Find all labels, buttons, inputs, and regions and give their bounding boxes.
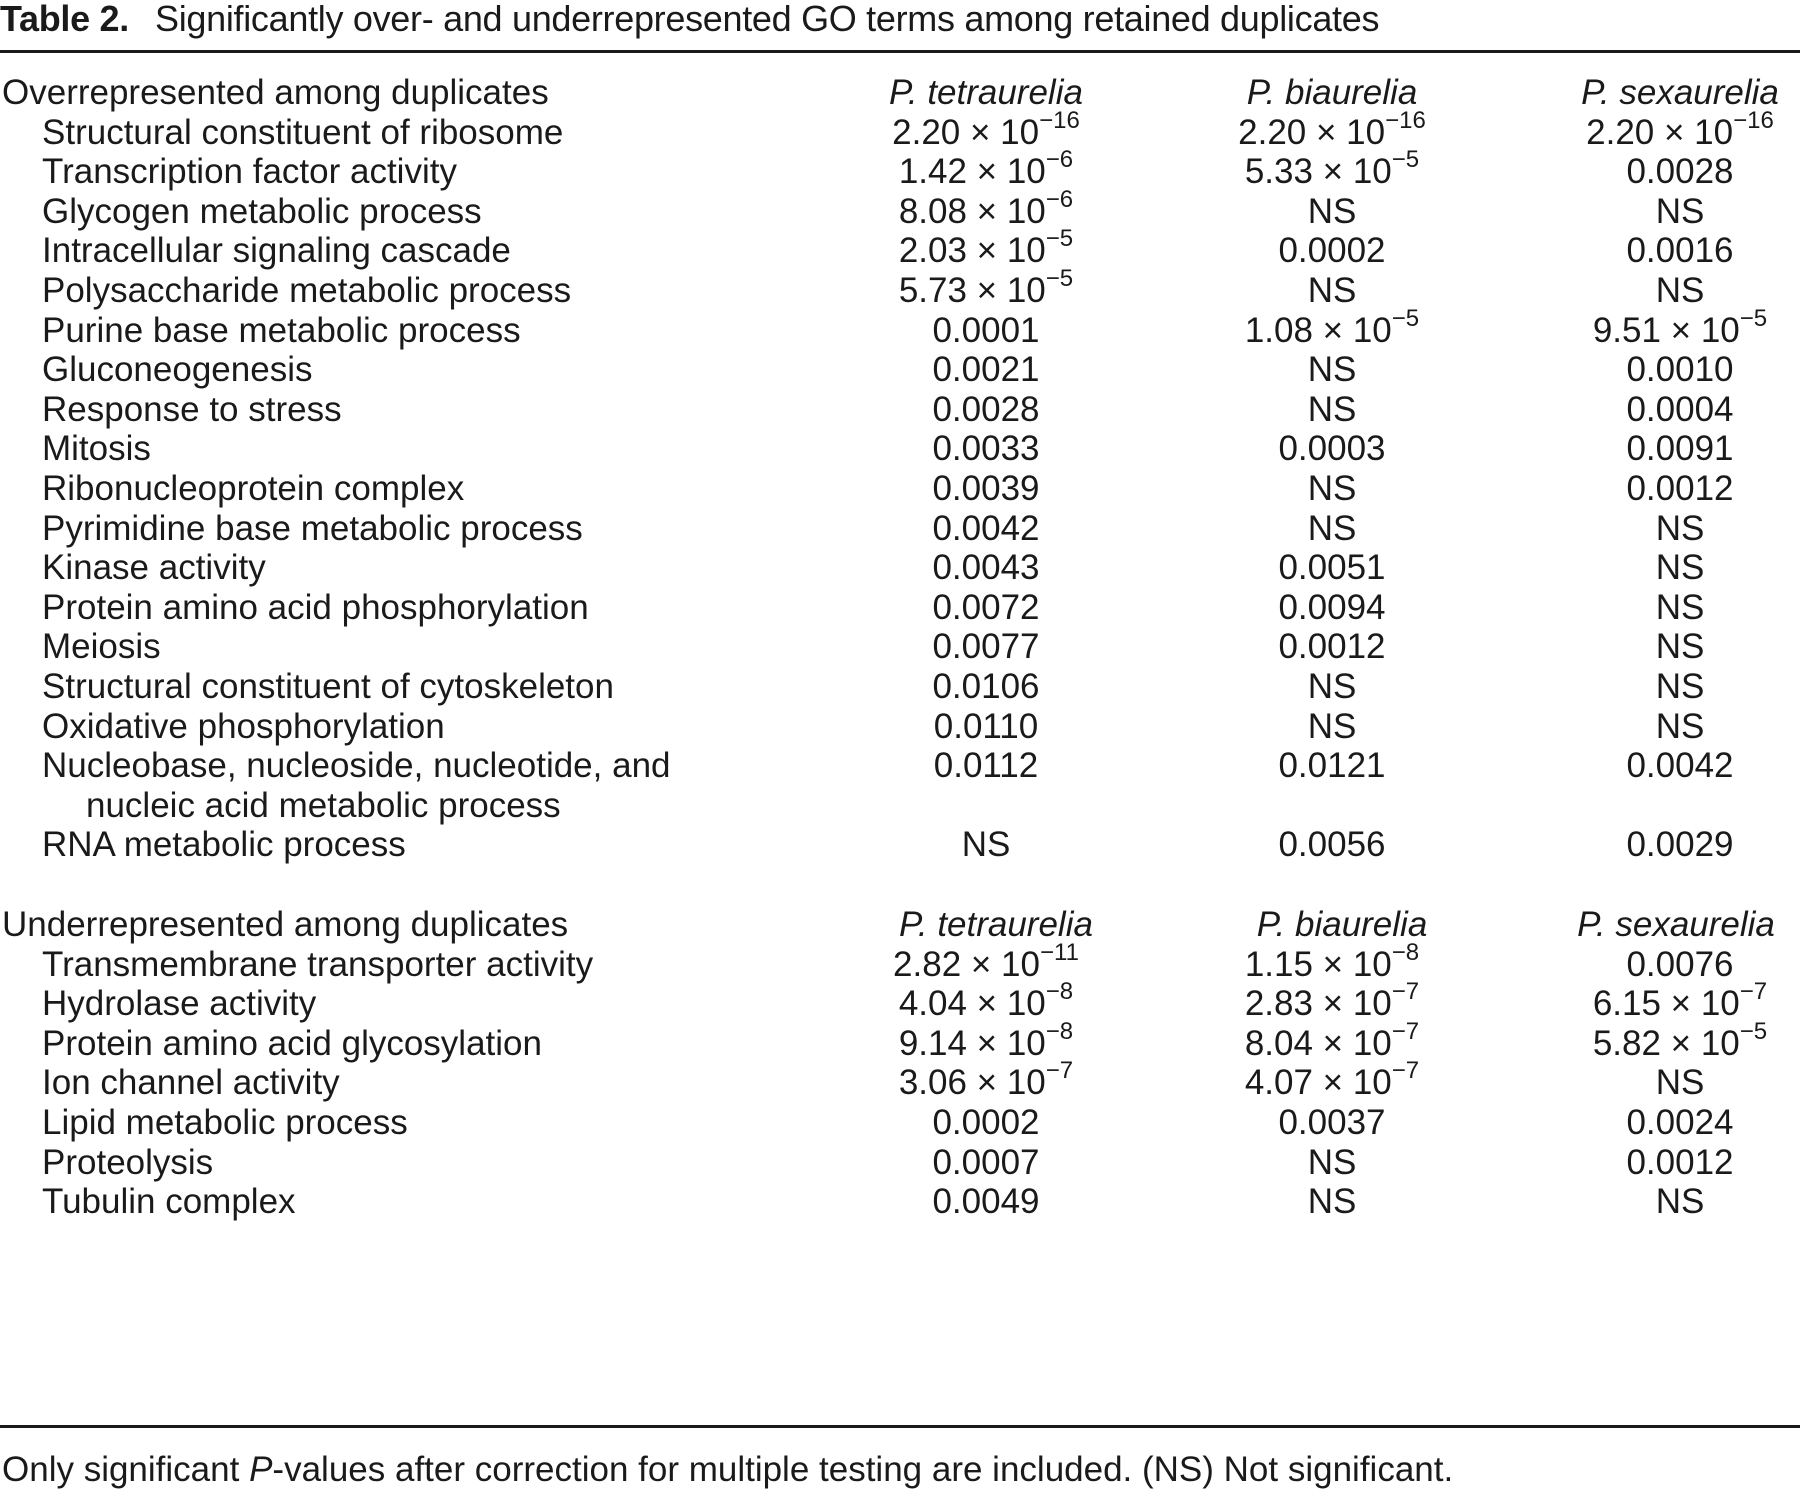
times-ten: × 10 <box>1660 1023 1740 1063</box>
p-value-cell: NS <box>1655 587 1705 627</box>
p-value-cell: 0.0049 <box>932 1182 1040 1222</box>
p-value-cell: 0.0051 <box>1278 548 1386 588</box>
p-value-cell: NS <box>1655 271 1705 310</box>
term-label <box>42 984 316 1024</box>
term-label <box>42 390 342 430</box>
column-header: P. tetraurelia <box>899 905 1093 944</box>
p-value-cell: 0.0007 <box>932 1142 1040 1182</box>
mantissa: 3.06 <box>898 1063 967 1103</box>
bottom-rule <box>0 1425 1800 1428</box>
p-value-cell: 0.0039 <box>932 469 1040 508</box>
term-text: Structural constituent of cytoskeleton <box>42 667 614 706</box>
term-label <box>42 113 563 153</box>
table-row <box>0 746 1800 826</box>
term-text: Transcription factor activity <box>42 152 457 192</box>
p-value-cell: 0.0002 <box>1278 231 1386 271</box>
column-header: P. tetraurelia <box>889 73 1083 112</box>
p-value-cell: NS <box>1655 508 1705 548</box>
p-value-cell <box>826 185 1146 232</box>
mantissa: 9.51 <box>1592 310 1661 350</box>
term-text: Hydrolase activity <box>42 984 317 1024</box>
times-ten: × 10 <box>1312 984 1392 1024</box>
mantissa: 5.82 <box>1592 1023 1661 1063</box>
times-ten: × 10 <box>1306 112 1386 152</box>
term-label <box>42 1063 340 1103</box>
top-rule <box>0 50 1800 53</box>
p-value-cell: 0.0004 <box>1626 389 1734 429</box>
p-value-cell <box>826 938 1146 985</box>
term-label <box>42 350 312 390</box>
section-heading: Overrepresented among duplicates <box>2 73 549 112</box>
p-value-cell <box>826 265 1146 311</box>
mantissa: 4.04 <box>898 984 967 1024</box>
term-label <box>42 469 464 509</box>
p-value-cell <box>1172 938 1492 985</box>
term-text: Response to stress <box>42 389 342 429</box>
term-text: RNA metabolic process <box>42 825 406 865</box>
times-ten: × 10 <box>966 191 1046 231</box>
times-ten: × 10 <box>966 271 1046 310</box>
exponent: −8 <box>1045 978 1074 1006</box>
column-header: P. biaurelia <box>1246 73 1418 112</box>
times-ten: × 10 <box>1660 984 1740 1024</box>
times-ten: × 10 <box>961 944 1040 984</box>
p-value-cell: 0.0028 <box>932 389 1040 429</box>
p-value-cell <box>826 1017 1146 1064</box>
term-label <box>42 152 457 192</box>
times-ten: × 10 <box>966 152 1046 192</box>
exponent: −5 <box>1391 146 1420 174</box>
p-value-cell: NS <box>1655 627 1705 667</box>
times-ten: × 10 <box>1312 152 1392 192</box>
p-value-cell <box>826 106 1146 153</box>
p-value-cell: 0.0072 <box>932 587 1040 627</box>
p-value-cell: 0.0076 <box>1626 944 1734 984</box>
exponent: −6 <box>1045 146 1074 174</box>
times-ten: × 10 <box>960 112 1040 152</box>
p-value-cell: 0.0012 <box>1626 1142 1734 1182</box>
p-value-cell: NS <box>961 825 1011 865</box>
p-value-cell <box>1172 1017 1492 1064</box>
p-value-cell <box>826 978 1146 1024</box>
term-text: Nucleobase, nucleoside, nucleotide, and <box>42 746 671 786</box>
p-value-cell: 0.0042 <box>932 508 1040 548</box>
p-value-cell: 0.0110 <box>933 706 1039 746</box>
table-caption: Significantly over- and underrepresented GO terms among retained duplicates <box>154 0 1380 39</box>
term-label <box>42 1143 213 1183</box>
term-text: Glycogen metabolic process <box>42 191 482 231</box>
times-ten: × 10 <box>1312 1023 1392 1063</box>
term-text: Protein amino acid glycosylation <box>42 1023 542 1063</box>
p-value-cell: NS <box>1307 1142 1357 1182</box>
p-value-cell: NS <box>1307 667 1357 706</box>
p-value-cell: 0.0012 <box>1278 627 1386 667</box>
exponent: −5 <box>1045 225 1074 253</box>
term-label <box>42 627 161 667</box>
term-text: Mitosis <box>42 429 151 469</box>
times-ten: × 10 <box>1312 310 1392 350</box>
p-value-cell <box>1172 978 1492 1024</box>
p-value-cell: 0.0016 <box>1626 231 1734 271</box>
p-value-cell: 0.0012 <box>1626 469 1734 508</box>
exponent: −7 <box>1045 1057 1074 1085</box>
term-text: Lipid metabolic process <box>42 1103 408 1142</box>
term-text: Ribonucleoprotein complex <box>42 469 465 508</box>
term-label <box>42 667 614 707</box>
term-text: Purine base metabolic process <box>42 310 521 350</box>
p-value-cell: 0.0042 <box>1626 746 1734 786</box>
p-value-cell <box>826 146 1146 192</box>
term-text: Tubulin complex <box>42 1182 296 1222</box>
p-value-cell: 0.0002 <box>932 1103 1040 1142</box>
times-ten: × 10 <box>966 1023 1046 1063</box>
p-value-cell: 0.0028 <box>1626 152 1734 192</box>
p-value-cell: NS <box>1307 1182 1357 1222</box>
exponent: −6 <box>1045 185 1074 213</box>
mantissa: 8.08 <box>898 191 967 231</box>
term-label <box>42 746 671 826</box>
p-value-cell: 0.0094 <box>1278 587 1386 627</box>
footnote-pre: Only significant <box>2 1450 250 1489</box>
term-label <box>42 509 583 549</box>
times-ten: × 10 <box>1654 112 1734 152</box>
times-ten: × 10 <box>1660 310 1740 350</box>
times-ten: × 10 <box>1312 944 1392 984</box>
term-label <box>42 271 571 311</box>
p-value-cell: 0.0010 <box>1626 350 1734 390</box>
exponent: −7 <box>1391 978 1420 1006</box>
p-value-cell: NS <box>1655 667 1705 706</box>
exponent: −5 <box>1391 304 1420 332</box>
table-row <box>0 825 1800 871</box>
term-label <box>42 1024 542 1064</box>
p-value-cell: NS <box>1307 271 1357 310</box>
p-value-cell <box>1172 304 1492 351</box>
term-label <box>42 429 151 469</box>
term-text-continued: nucleic acid metabolic process <box>86 786 561 826</box>
times-ten: × 10 <box>966 984 1046 1024</box>
p-value-cell: NS <box>1655 706 1705 746</box>
mantissa: 5.33 <box>1244 152 1313 192</box>
term-text: Transmembrane transporter activity <box>42 944 594 984</box>
mantissa: 9.14 <box>898 1023 967 1063</box>
mantissa: 8.04 <box>1244 1023 1313 1063</box>
p-value-cell: 0.0112 <box>933 746 1039 786</box>
table-footnote <box>2 1450 1453 1490</box>
mantissa: 1.42 <box>898 152 967 192</box>
term-label <box>42 231 511 271</box>
term-label <box>42 548 266 588</box>
p-value-cell: NS <box>1307 508 1357 548</box>
p-value-cell <box>1520 106 1800 153</box>
exponent: −7 <box>1391 1017 1420 1045</box>
section-heading: Underrepresented among duplicates <box>2 905 569 944</box>
term-label <box>42 1103 408 1143</box>
exponent: −11 <box>1040 938 1079 966</box>
p-value-cell: 0.0056 <box>1278 825 1386 865</box>
p-value-cell: NS <box>1307 389 1357 429</box>
column-header: P. sexaurelia <box>1577 905 1775 944</box>
mantissa: 2.83 <box>1244 984 1313 1024</box>
term-label <box>42 1182 296 1222</box>
table-title <box>0 0 1379 40</box>
p-value-cell: 0.0091 <box>1626 429 1734 469</box>
footnote-italic: P <box>249 1450 273 1489</box>
p-value-cell: 0.0043 <box>932 548 1040 588</box>
p-value-cell <box>1172 106 1492 153</box>
p-value-cell: 0.0121 <box>1278 746 1386 786</box>
term-label <box>42 588 589 628</box>
mantissa: 1.15 <box>1244 944 1313 984</box>
table-row <box>0 1182 1800 1228</box>
term-label <box>42 192 482 232</box>
mantissa: 2.20 <box>1586 112 1655 152</box>
p-value-cell: 0.0021 <box>932 350 1040 390</box>
p-value-cell: 0.0029 <box>1626 825 1734 865</box>
term-label <box>42 707 445 747</box>
mantissa: 2.20 <box>1238 112 1307 152</box>
term-text: Oxidative phosphorylation <box>42 706 445 746</box>
exponent: −7 <box>1391 1057 1420 1085</box>
exponent: −7 <box>1739 978 1768 1006</box>
p-value-cell <box>1520 304 1800 351</box>
p-value-cell: 0.0033 <box>932 429 1040 469</box>
term-text: Gluconeogenesis <box>42 350 313 390</box>
p-value-cell <box>1172 1057 1492 1103</box>
term-text: Structural constituent of ribosome <box>42 112 564 152</box>
p-value-cell: NS <box>1307 191 1357 231</box>
p-value-cell: NS <box>1655 1182 1705 1222</box>
table-label: Table 2. <box>0 0 129 39</box>
column-header: P. biaurelia <box>1256 905 1428 944</box>
p-value-cell: 0.0024 <box>1626 1103 1734 1142</box>
exponent: −16 <box>1385 106 1426 134</box>
times-ten: × 10 <box>1312 1063 1392 1103</box>
p-value-cell: 0.0037 <box>1278 1103 1386 1142</box>
mantissa: 2.20 <box>892 112 961 152</box>
exponent: −8 <box>1045 1017 1074 1045</box>
term-text: Intracellular signaling cascade <box>42 231 511 271</box>
mantissa: 5.73 <box>898 271 967 310</box>
times-ten: × 10 <box>966 231 1046 271</box>
p-value-cell: NS <box>1307 706 1357 746</box>
p-value-cell: 0.0077 <box>932 627 1040 667</box>
p-value-cell: NS <box>1307 469 1357 508</box>
mantissa: 2.03 <box>898 231 967 271</box>
footnote-post: -values after correction for multiple testing are included. (NS) Not significant. <box>272 1450 1454 1489</box>
p-value-cell: NS <box>1655 191 1705 231</box>
term-text: Protein amino acid phosphorylation <box>42 587 589 627</box>
term-text: Kinase activity <box>42 548 266 588</box>
term-text: Meiosis <box>42 627 161 667</box>
exponent: −8 <box>1391 938 1420 966</box>
p-value-cell <box>826 225 1146 271</box>
term-text: Polysaccharide metabolic process <box>42 271 572 310</box>
term-label <box>42 945 593 985</box>
p-value-cell: 0.0106 <box>932 667 1040 706</box>
term-label <box>42 311 521 351</box>
mantissa: 2.82 <box>893 944 962 984</box>
exponent: −16 <box>1039 106 1080 134</box>
exponent: −5 <box>1045 265 1074 292</box>
term-text: Pyrimidine base metabolic process <box>42 508 583 548</box>
term-text: Proteolysis <box>42 1142 214 1182</box>
p-value-cell: 0.0003 <box>1278 429 1386 469</box>
p-value-cell <box>1172 146 1492 192</box>
p-value-cell: 0.0001 <box>932 310 1040 350</box>
times-ten: × 10 <box>966 1063 1046 1103</box>
term-label <box>42 825 406 865</box>
mantissa: 4.07 <box>1244 1063 1313 1103</box>
p-value-cell: NS <box>1307 350 1357 390</box>
mantissa: 6.15 <box>1592 984 1661 1024</box>
term-text: Ion channel activity <box>42 1063 340 1103</box>
p-value-cell: NS <box>1655 1063 1705 1103</box>
column-header: P. sexaurelia <box>1581 73 1779 112</box>
p-value-cell <box>826 1057 1146 1103</box>
mantissa: 1.08 <box>1244 310 1313 350</box>
p-value-cell <box>1520 1017 1800 1064</box>
exponent: −16 <box>1733 106 1774 134</box>
exponent: −5 <box>1739 1017 1768 1045</box>
exponent: −5 <box>1739 304 1768 332</box>
p-value-cell: NS <box>1655 548 1705 588</box>
